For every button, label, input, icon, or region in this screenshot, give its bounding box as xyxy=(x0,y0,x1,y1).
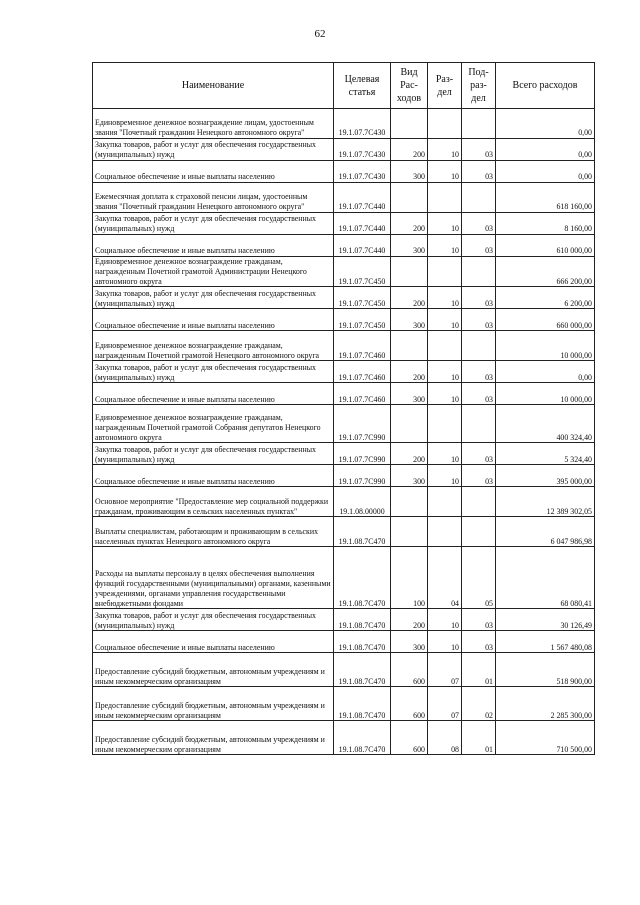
row-target-article: 19.1.07.7С450 xyxy=(334,287,391,309)
row-total: 68 080,41 xyxy=(496,547,595,609)
table-row xyxy=(93,721,595,755)
row-name: Предоставление субсидий бюджетным, автономным учреждениям и иным некоммерческим организациям xyxy=(93,687,334,721)
row-name: Единовременное денежное вознаграждение гражданам, награжденным Почетной грамотой Собрания депутатов Ненецкого автономного округа xyxy=(93,405,334,443)
row-section: 10 xyxy=(428,361,462,383)
row-name: Закупка товаров, работ и услуг для обеспечения государственных (муниципальных) нужд xyxy=(93,443,334,465)
row-section: 10 xyxy=(428,465,462,487)
row-expense-type: 600 xyxy=(391,721,428,755)
row-expense-type: 200 xyxy=(391,213,428,235)
row-target-article: 19.1.07.7С450 xyxy=(334,257,391,287)
row-section: 10 xyxy=(428,213,462,235)
row-subsection: 01 xyxy=(462,721,496,755)
row-section: 10 xyxy=(428,609,462,631)
row-subsection: 03 xyxy=(462,309,496,331)
row-section: 07 xyxy=(428,687,462,721)
row-name: Единовременное денежное вознаграждение гражданам, награжденным Почетной грамотой Ненецкого автономного округа xyxy=(93,331,334,361)
row-name: Ежемесячная доплата к страховой пенсии лицам, удостоенным звания "Почетный гражданин Ненецкого автономного округа" xyxy=(93,183,334,213)
row-target-article: 19.1.08.7С470 xyxy=(334,653,391,687)
row-target-article: 19.1.07.7С430 xyxy=(334,161,391,183)
table-row xyxy=(93,687,595,721)
row-subsection: 03 xyxy=(462,609,496,631)
row-target-article: 19.1.07.7С460 xyxy=(334,361,391,383)
row-target-article: 19.1.07.7С460 xyxy=(334,383,391,405)
row-name: Социальное обеспечение и иные выплаты населению xyxy=(93,631,334,653)
row-expense-type: 200 xyxy=(391,443,428,465)
table-row xyxy=(93,257,595,287)
table-row xyxy=(93,109,595,139)
row-total: 8 160,00 xyxy=(496,213,595,235)
row-total: 10 000,00 xyxy=(496,383,595,405)
row-subsection: 01 xyxy=(462,653,496,687)
budget-table xyxy=(92,62,595,755)
row-expense-type: 100 xyxy=(391,547,428,609)
row-target-article: 19.1.07.7С450 xyxy=(334,309,391,331)
row-total: 400 324,40 xyxy=(496,405,595,443)
table-row xyxy=(93,405,595,443)
row-name: Социальное обеспечение и иные выплаты населению xyxy=(93,161,334,183)
row-section xyxy=(428,487,462,517)
row-expense-type: 300 xyxy=(391,383,428,405)
row-name: Закупка товаров, работ и услуг для обеспечения государственных (муниципальных) нужд xyxy=(93,213,334,235)
row-target-article: 19.1.08.00000 xyxy=(334,487,391,517)
row-subsection: 03 xyxy=(462,287,496,309)
row-total: 0,00 xyxy=(496,139,595,161)
row-total: 618 160,00 xyxy=(496,183,595,213)
row-name: Закупка товаров, работ и услуг для обеспечения государственных (муниципальных) нужд xyxy=(93,287,334,309)
row-name: Основное мероприятие "Предоставление мер социальной поддержки гражданам, проживающим в сельских населенных пунктах" xyxy=(93,487,334,517)
row-section xyxy=(428,183,462,213)
row-subsection: 03 xyxy=(462,465,496,487)
row-subsection: 03 xyxy=(462,443,496,465)
table-row xyxy=(93,653,595,687)
row-expense-type xyxy=(391,183,428,213)
table-row xyxy=(93,183,595,213)
table-header-row xyxy=(93,63,595,109)
row-total: 12 389 302,05 xyxy=(496,487,595,517)
row-total: 6 200,00 xyxy=(496,287,595,309)
row-section: 10 xyxy=(428,383,462,405)
row-subsection: 03 xyxy=(462,631,496,653)
row-section: 10 xyxy=(428,309,462,331)
row-expense-type xyxy=(391,405,428,443)
row-total: 395 000,00 xyxy=(496,465,595,487)
row-target-article: 19.1.07.7С460 xyxy=(334,331,391,361)
row-expense-type: 300 xyxy=(391,631,428,653)
row-total: 660 000,00 xyxy=(496,309,595,331)
row-name: Предоставление субсидий бюджетным, автономным учреждениям и иным некоммерческим организациям xyxy=(93,653,334,687)
row-expense-type: 300 xyxy=(391,235,428,257)
row-name: Закупка товаров, работ и услуг для обеспечения государственных (муниципальных) нужд xyxy=(93,139,334,161)
row-target-article: 19.1.08.7С470 xyxy=(334,687,391,721)
table-row xyxy=(93,631,595,653)
row-expense-type xyxy=(391,257,428,287)
table-row xyxy=(93,213,595,235)
row-section: 07 xyxy=(428,653,462,687)
row-section xyxy=(428,405,462,443)
row-target-article: 19.1.07.7С990 xyxy=(334,443,391,465)
row-subsection: 03 xyxy=(462,213,496,235)
row-section: 10 xyxy=(428,631,462,653)
row-total: 710 500,00 xyxy=(496,721,595,755)
table-row xyxy=(93,609,595,631)
row-total: 0,00 xyxy=(496,109,595,139)
row-subsection xyxy=(462,183,496,213)
row-name: Социальное обеспечение и иные выплаты населению xyxy=(93,465,334,487)
table-row xyxy=(93,465,595,487)
row-target-article: 19.1.08.7С470 xyxy=(334,517,391,547)
row-name: Единовременное денежное вознаграждение лицам, удостоенным звания "Почетный гражданин Ненецкого автономного округа" xyxy=(93,109,334,139)
table-body xyxy=(93,109,595,755)
row-name: Социальное обеспечение и иные выплаты населению xyxy=(93,235,334,257)
header-target-article: Целевая статья xyxy=(334,63,391,109)
table-row xyxy=(93,235,595,257)
header-subsection: Под-раз-дел xyxy=(462,63,496,109)
row-section xyxy=(428,517,462,547)
row-total: 0,00 xyxy=(496,361,595,383)
row-target-article: 19.1.07.7С440 xyxy=(334,235,391,257)
row-expense-type: 200 xyxy=(391,139,428,161)
row-name: Социальное обеспечение и иные выплаты населению xyxy=(93,383,334,405)
table-row xyxy=(93,161,595,183)
row-expense-type: 300 xyxy=(391,161,428,183)
table-row xyxy=(93,309,595,331)
row-expense-type xyxy=(391,109,428,139)
row-total: 2 285 300,00 xyxy=(496,687,595,721)
row-target-article: 19.1.08.7С470 xyxy=(334,547,391,609)
row-section xyxy=(428,109,462,139)
row-expense-type xyxy=(391,487,428,517)
row-section: 10 xyxy=(428,139,462,161)
header-total-expenses: Всего расходов xyxy=(496,63,595,109)
table-row xyxy=(93,139,595,161)
row-subsection: 05 xyxy=(462,547,496,609)
row-total: 0,00 xyxy=(496,161,595,183)
row-total: 6 047 986,98 xyxy=(496,517,595,547)
row-total: 5 324,40 xyxy=(496,443,595,465)
row-section: 08 xyxy=(428,721,462,755)
row-section xyxy=(428,331,462,361)
row-subsection xyxy=(462,405,496,443)
row-subsection: 03 xyxy=(462,161,496,183)
table-row xyxy=(93,331,595,361)
row-target-article: 19.1.07.7С990 xyxy=(334,405,391,443)
row-subsection xyxy=(462,331,496,361)
row-section: 10 xyxy=(428,287,462,309)
row-target-article: 19.1.07.7С440 xyxy=(334,183,391,213)
row-section: 10 xyxy=(428,161,462,183)
table-row xyxy=(93,443,595,465)
row-target-article: 19.1.07.7С430 xyxy=(334,139,391,161)
row-name: Выплаты специалистам, работающим и проживающим в сельских населенных пунктах Ненецкого автономного округа xyxy=(93,517,334,547)
row-total: 518 900,00 xyxy=(496,653,595,687)
header-name: Наименование xyxy=(93,63,334,109)
row-target-article: 19.1.07.7С990 xyxy=(334,465,391,487)
row-subsection xyxy=(462,257,496,287)
row-subsection: 03 xyxy=(462,383,496,405)
page-number: 62 xyxy=(314,28,326,40)
row-target-article: 19.1.08.7С470 xyxy=(334,609,391,631)
row-name: Предоставление субсидий бюджетным, автономным учреждениям и иным некоммерческим организациям xyxy=(93,721,334,755)
row-name: Единовременное денежное вознаграждение гражданам, награжденным Почетной грамотой Администрации Ненецкого автономного округа xyxy=(93,257,334,287)
table-row xyxy=(93,383,595,405)
row-total: 1 567 480,08 xyxy=(496,631,595,653)
table-row xyxy=(93,287,595,309)
row-target-article: 19.1.07.7С430 xyxy=(334,109,391,139)
table-row xyxy=(93,487,595,517)
row-name: Социальное обеспечение и иные выплаты населению xyxy=(93,309,334,331)
row-expense-type xyxy=(391,331,428,361)
row-expense-type: 600 xyxy=(391,653,428,687)
row-subsection: 03 xyxy=(462,235,496,257)
row-expense-type: 200 xyxy=(391,287,428,309)
row-subsection xyxy=(462,109,496,139)
row-section xyxy=(428,257,462,287)
row-total: 30 126,49 xyxy=(496,609,595,631)
row-target-article: 19.1.08.7С470 xyxy=(334,631,391,653)
row-name: Закупка товаров, работ и услуг для обеспечения государственных (муниципальных) нужд xyxy=(93,609,334,631)
row-subsection xyxy=(462,517,496,547)
row-expense-type: 300 xyxy=(391,465,428,487)
header-section: Раз-дел xyxy=(428,63,462,109)
row-expense-type: 600 xyxy=(391,687,428,721)
row-target-article: 19.1.08.7С470 xyxy=(334,721,391,755)
row-target-article: 19.1.07.7С440 xyxy=(334,213,391,235)
row-subsection xyxy=(462,487,496,517)
table-row xyxy=(93,547,595,609)
row-expense-type: 200 xyxy=(391,609,428,631)
table-row xyxy=(93,361,595,383)
row-subsection: 03 xyxy=(462,361,496,383)
header-expense-type: Вид Рас-ходов xyxy=(391,63,428,109)
row-total: 610 000,00 xyxy=(496,235,595,257)
row-total: 666 200,00 xyxy=(496,257,595,287)
row-expense-type: 300 xyxy=(391,309,428,331)
row-section: 10 xyxy=(428,235,462,257)
row-expense-type: 200 xyxy=(391,361,428,383)
row-subsection: 02 xyxy=(462,687,496,721)
row-section: 04 xyxy=(428,547,462,609)
row-expense-type xyxy=(391,517,428,547)
row-total: 10 000,00 xyxy=(496,331,595,361)
row-name: Расходы на выплаты персоналу в целях обеспечения выполнения функций государственными (муниципальными) органами, казенными учреждениями, органами управления государственными внебюджетными фондами xyxy=(93,547,334,609)
row-subsection: 03 xyxy=(462,139,496,161)
row-section: 10 xyxy=(428,443,462,465)
table-row xyxy=(93,517,595,547)
row-name: Закупка товаров, работ и услуг для обеспечения государственных (муниципальных) нужд xyxy=(93,361,334,383)
